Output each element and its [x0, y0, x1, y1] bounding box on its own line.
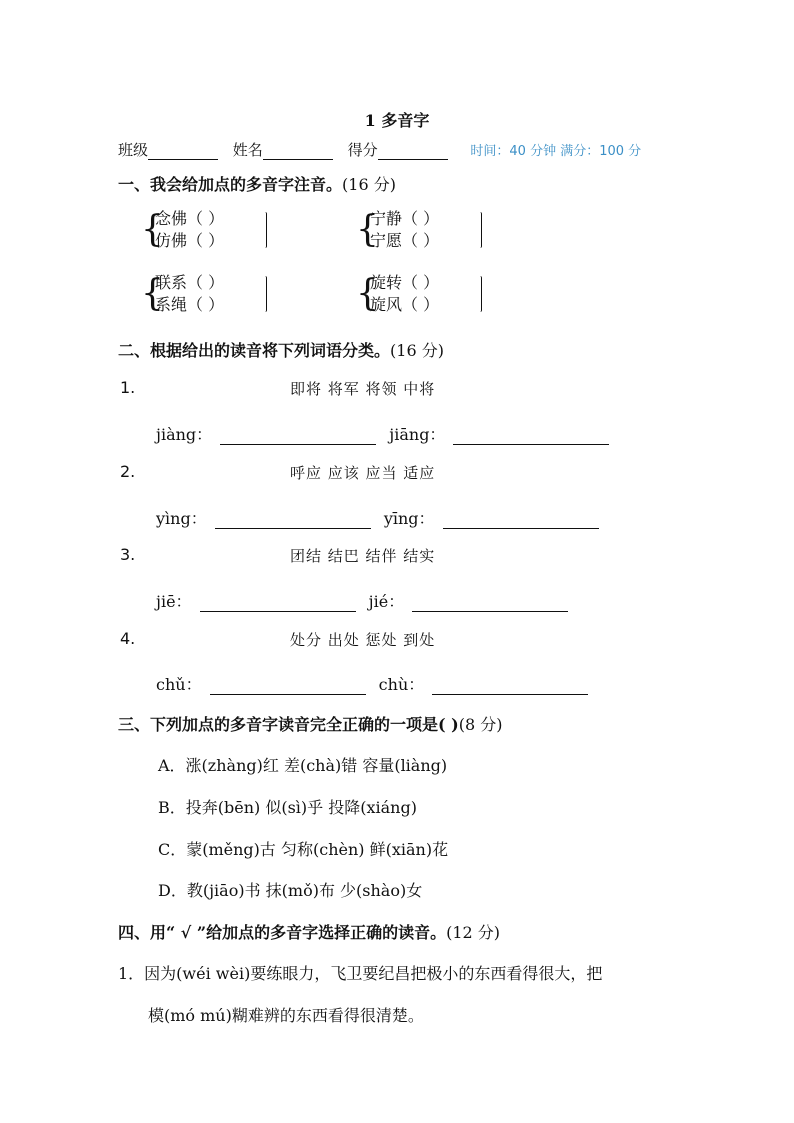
item-number: 1.: [120, 378, 136, 397]
name-blank[interactable]: [263, 145, 333, 160]
bracket-icon: [480, 212, 482, 248]
pinyin-label: jié：: [368, 592, 405, 611]
brace-icon: {: [141, 273, 164, 314]
answer-line[interactable]: [412, 595, 568, 612]
answer-line[interactable]: [200, 595, 356, 612]
fill-row: [156, 506, 607, 529]
pair-word: 系绳（ ）: [155, 295, 225, 314]
fill-row: [156, 422, 617, 445]
name-label: 姓名: [232, 141, 263, 159]
brace-icon: {: [356, 273, 379, 314]
option-c[interactable]: C．蒙(měng)古 匀称(chèn) 鲜(xiān)花: [158, 840, 449, 859]
bracket-icon: [265, 276, 267, 312]
pinyin-label: jiē：: [156, 592, 192, 611]
pinyin-label: jiàng：: [156, 425, 213, 444]
answer-line[interactable]: [443, 512, 599, 529]
bracket-icon: [480, 276, 482, 312]
pair-word: 旋转（ ）: [370, 273, 440, 292]
page-title: 1 多音字: [364, 111, 430, 130]
word-pair-1: [141, 208, 225, 252]
word-pair-2: [356, 208, 440, 252]
question-line: 模(mó mú)糊难辨的东西看得很清楚。: [148, 1006, 424, 1025]
item-number: 4.: [120, 629, 136, 648]
fill-row: [156, 672, 596, 695]
section2-heading: [118, 338, 444, 361]
section1-points: (16 分): [342, 175, 396, 194]
pair-word: 旋风（ ）: [370, 295, 440, 314]
pinyin-label: chǔ：: [156, 675, 202, 694]
brace-icon: {: [141, 209, 164, 250]
section1-heading: [118, 172, 396, 195]
word-list: 团结 结巴 结伴 结实: [290, 547, 436, 565]
section2-points: (16 分): [390, 341, 444, 360]
section4-points: (12 分): [446, 923, 501, 942]
answer-line[interactable]: [453, 428, 609, 445]
bracket-icon: [265, 212, 267, 248]
answer-line[interactable]: [220, 428, 376, 445]
pinyin-label: yīng：: [383, 509, 435, 528]
pinyin-label: yìng：: [156, 509, 207, 528]
section3-points: (8 分): [458, 715, 503, 734]
answer-line[interactable]: [432, 678, 588, 695]
score-label: 得分: [347, 141, 378, 159]
option-d[interactable]: D．教(jiāo)书 抹(mǒ)布 少(shào)女: [158, 881, 423, 900]
student-info-header: [118, 139, 641, 160]
word-list: 呼应 应该 应当 适应: [290, 464, 436, 482]
class-blank[interactable]: [148, 145, 218, 160]
section3-title: 三、下列加点的多音字读音完全正确的一项是( ): [118, 715, 459, 734]
class-label: 班级: [118, 141, 149, 159]
pinyin-label: chù：: [378, 675, 425, 694]
section3-heading: [118, 712, 502, 735]
word-list: 处分 出处 惩处 到处: [290, 631, 436, 649]
brace-icon: {: [356, 209, 379, 250]
pair-word: 宁愿（ ）: [370, 231, 440, 250]
pair-word: 联系（ ）: [155, 273, 225, 292]
pair-word: 宁静（ ）: [370, 209, 440, 228]
score-blank[interactable]: [378, 145, 448, 160]
section2-title: 二、根据给出的读音将下列词语分类。: [118, 341, 391, 360]
pair-word: 念佛（ ）: [155, 209, 225, 228]
section4-heading: [118, 920, 500, 943]
option-b[interactable]: B．投奔(bēn) 似(sì)乎 投降(xiáng): [158, 798, 417, 817]
pair-word: 仿佛（ ）: [155, 231, 225, 250]
section1-title: 一、我会给加点的多音字注音。: [118, 175, 343, 194]
pinyin-label: jiāng：: [389, 425, 446, 444]
option-a[interactable]: A．涨(zhàng)红 差(chà)错 容量(liàng): [158, 756, 448, 775]
item-number: 2.: [120, 462, 136, 481]
word-list: 即将 将军 将领 中将: [290, 380, 436, 398]
answer-line[interactable]: [210, 678, 366, 695]
answer-line[interactable]: [215, 512, 371, 529]
word-pair-3: [141, 272, 225, 316]
item-number: 3.: [120, 545, 136, 564]
word-pair-4: [356, 272, 440, 316]
section4-title: 四、用“ √ ”给加点的多音字选择正确的读音。: [118, 923, 447, 942]
fill-row: [156, 589, 576, 612]
time-info: 时间：40 分钟 满分：100 分: [470, 144, 642, 159]
question-line: 1．因为(wéi wèi)要练眼力，飞卫要纪昌把极小的东西看得很大，把: [118, 964, 603, 983]
